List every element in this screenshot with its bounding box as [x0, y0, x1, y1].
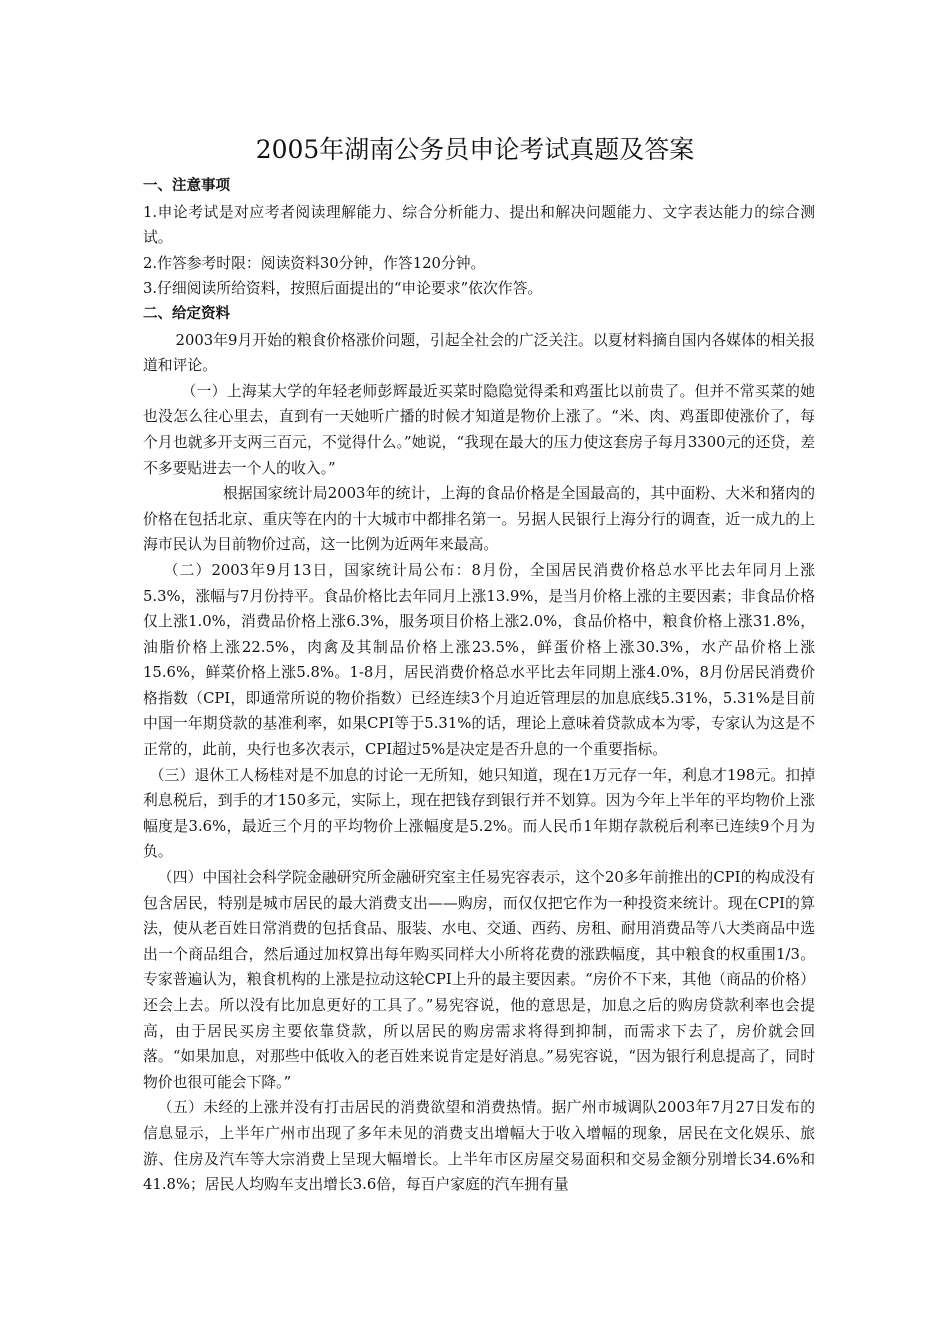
- material-paragraph-5: （五）未经的上涨并没有打击居民的消费欲望和消费热情。据广州市城调队2003年7月27日发布的信息显示，上半年广州市出现了多年未见的消费支出增幅大于收入增幅的现象，居民在文化娱乐、旅游、住房及汽车等大宗消费上呈现大幅增长。上半年市区房屋交易面积和交易金额分别增长34.6%和41.8%；居民人均购车支出增长3.6倍，每百户家庭的汽车拥有量: [143, 1099, 815, 1194]
- note-item: 3.仔细阅读所给资料，按照后面提出的“申论要求”依次作答。: [143, 280, 543, 298]
- material-paragraph-3: （三）退休工人杨桂对是不加息的讨论一无所知，她只知道，现在1万元存一年，利息才198元。扣掉利息税后，到手的才150多元，实际上，现在把钱存到银行并不划算。因为今年上半年的平均物价上涨幅度是3.6%，最近三个月的平均物价上涨幅度是5.2%。而人民币1年期存款税后利率已连续9个月为负。: [143, 766, 815, 861]
- section-heading-notes: 一、注意事项: [143, 178, 230, 194]
- material-paragraph-2: （二）2003年9月13日，国家统计局公布：8月份，全国居民消费价格总水平比去年同月上涨5.3%，涨幅与7月份持平。食品价格比去年同月上涨13.9%，是当月价格上涨的主要因素；非食品价格仅上涨1.0%，消费品价格上涨6.3%，服务项目价格上涨2.0%，食品价格中，粮食价格上涨31.8%，油脂价格上涨22.5%，肉禽及其制品价格上涨23.5%，鲜蛋价格上涨30.3%，水产品价格上涨15.6%，鲜菜价格上涨5.8%。1-8月，居民消费价格总水平比去年同期上涨4.0%，8月份居民消费价格指数（CPI，即通常所说的物价指数）已经连续3个月迫近管理层的加息底线5.31%，5.31%是目前中国一年期贷款的基准利率，如果CPI等于5.31%的话，理论上意味着贷款成本为零，专家认为这是不正常的，此前，央行也多次表示，CPI超过5%是决定是否升息的一个重要指标。: [143, 561, 815, 759]
- material-paragraph-4: （四）中国社会科学院金融研究所金融研究室主任易宪容表示，这个20多年前推出的CPI的构成没有包含居民，特别是城市居民的最大消费支出——购房，而仅仅把它作为一种投资来统计。现在CPI的算法，使从老百姓日常消费的包括食品、服装、水电、交通、西药、房租、耐用消费品等八大类商品中选出一个商品组合，然后通过加权算出每年购买同样大小所将花费的涨跌幅度，其中粮食的权重围1/3。专家普遍认为，粮食机构的上涨是拉动这轮CPI上升的最主要因素。“房价不下来，其他（商品的价格）还会上去。所以没有比加息更好的工具了。”易宪容说，他的意思是，加息之后的购房贷款利率也会提高，由于居民买房主要依靠贷款，所以居民的购房需求将得到抑制，而需求下去了，房价就会回落。“如果加息，对那些中低收入的老百姓来说肯定是好消息。”易宪容说，“因为银行利息提高了，同时物价也很可能会下降。”: [143, 869, 815, 1091]
- document-title: 2005年湖南公务员申论考试真题及答案: [255, 135, 695, 164]
- section-heading-materials: 二、给定资料: [143, 305, 230, 322]
- note-item: 2.作答参考时限：阅读资料30分钟，作答120分钟。: [143, 254, 486, 272]
- document-body: [143, 174, 815, 1198]
- material-paragraph-1: （一）上海某大学的年轻老师彭辉最近买菜时隐隐觉得柔和鸡蛋比以前贵了。但并不常买菜的她也没怎么往心里去，直到有一天她听广播的时候才知道是物价上涨了。“米、肉、鸡蛋即使涨价了，每个月也就多开支两三百元，不觉得什么。”她说，“我现在最大的压力使这套房子每月3300元的还贷，差不多要贴进去一个人的收入。”: [143, 382, 815, 477]
- intro-paragraph: 2003年9月开始的粮食价格涨价问题，引起全社会的广泛关注。以夏材料摘自国内各媒体的相关报道和评论。: [143, 331, 815, 375]
- material-paragraph-1b: 根据国家统计局2003年的统计，上海的食品价格是全国最高的，其中面粉、大米和猪肉的价格在包括北京、重庆等在内的十大城市中都排名第一。另据人民银行上海分行的调查，近一成九的上海市民认为目前物价过高，这一比例为近两年来最高。: [143, 485, 815, 554]
- note-item: 1.申论考试是对应考者阅读理解能力、综合分析能力、提出和解决问题能力、文字表达能力的综合测试。: [143, 203, 815, 247]
